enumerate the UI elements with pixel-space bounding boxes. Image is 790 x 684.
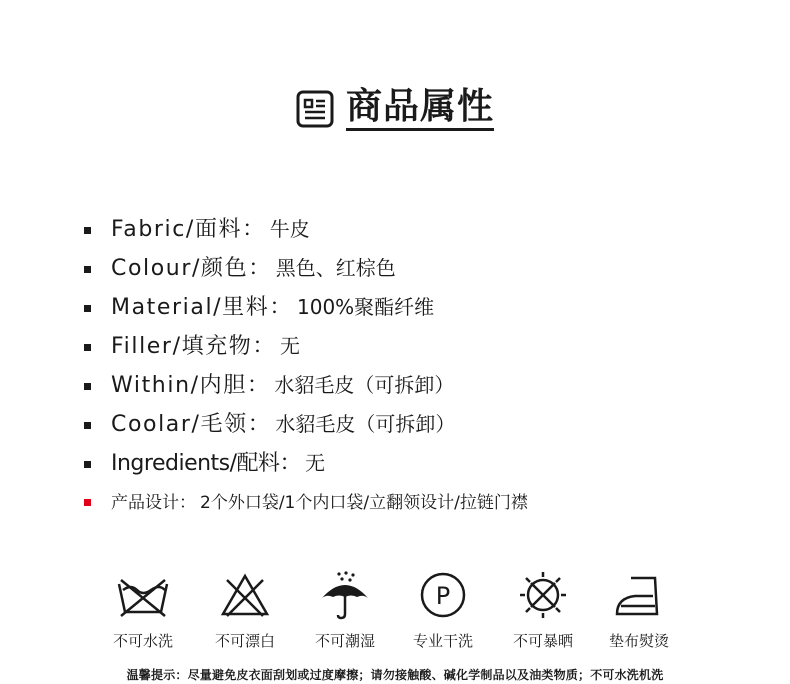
- attribute-row: [84, 286, 764, 325]
- design-label: 产品设计：: [111, 492, 196, 513]
- care-instructions: [98, 570, 698, 660]
- attribute-row: [84, 403, 764, 442]
- attribute-label: Colour/颜色：: [111, 256, 272, 281]
- document-list-icon: [296, 90, 334, 128]
- bullet-square: [84, 461, 91, 468]
- care-item: [594, 570, 684, 651]
- no-sun-icon: [515, 570, 571, 620]
- attribute-label: Coolar/毛领：: [111, 412, 272, 437]
- attribute-value: 无: [305, 451, 326, 475]
- attribute-row: [84, 364, 764, 403]
- bullet-square: [84, 344, 91, 351]
- page-title: 商品属性: [346, 86, 494, 131]
- bullet-square: [84, 227, 91, 234]
- bullet-square: [84, 305, 91, 312]
- care-tips: 温馨提示：尽量避免皮衣面刮划或过度摩擦；请勿接触酸、碱化学制品以及油类物质；不可水洗机洗: [126, 668, 664, 682]
- attribute-value: 水貂毛皮（可拆卸）: [274, 373, 455, 397]
- bullet-square-red: [84, 499, 91, 506]
- design-value: 2个外口袋/1个内口袋/立翻领设计/拉链门襟: [200, 492, 528, 513]
- care-item: [98, 570, 188, 651]
- care-label: 垫布熨烫: [608, 632, 669, 650]
- section-header: [0, 86, 790, 131]
- care-label: 不可漂白: [214, 632, 275, 650]
- attribute-value: 无: [279, 334, 300, 358]
- svg-text:P: P: [435, 582, 451, 610]
- care-label: 不可暴晒: [512, 632, 573, 650]
- care-item: [398, 570, 488, 651]
- attribute-value: 黑色、红棕色: [275, 256, 396, 280]
- care-label: 专业干洗: [412, 632, 473, 650]
- attribute-row: [84, 247, 764, 286]
- attribute-value: 100%聚酯纤维: [297, 295, 435, 319]
- attribute-label: Within/内胆：: [111, 373, 271, 398]
- umbrella-icon: [317, 570, 373, 620]
- product-design-row: [84, 485, 528, 515]
- dry-clean-p-icon: [415, 570, 471, 620]
- care-item: [200, 570, 290, 651]
- care-label: 不可水洗: [112, 632, 173, 650]
- attribute-list: [84, 208, 764, 481]
- attribute-label: Filler/填充物：: [111, 334, 276, 359]
- attribute-row: [84, 208, 764, 247]
- attribute-row: [84, 442, 764, 481]
- bullet-square: [84, 383, 91, 390]
- care-item: [300, 570, 390, 651]
- attribute-label: Fabric/面料：: [111, 217, 266, 242]
- no-bleach-icon: [217, 570, 273, 620]
- no-wash-icon: [115, 570, 171, 620]
- attribute-row: [84, 325, 764, 364]
- care-item: [498, 570, 588, 651]
- attribute-value: 牛皮: [269, 217, 310, 241]
- care-label: 不可潮湿: [314, 632, 375, 650]
- iron-icon: [611, 570, 667, 620]
- attribute-label: Ingredients/配料：: [111, 451, 302, 476]
- bullet-square: [84, 422, 91, 429]
- bullet-square: [84, 266, 91, 273]
- attribute-label: Material/里料：: [111, 295, 293, 320]
- attribute-value: 水貂毛皮（可拆卸）: [275, 412, 456, 436]
